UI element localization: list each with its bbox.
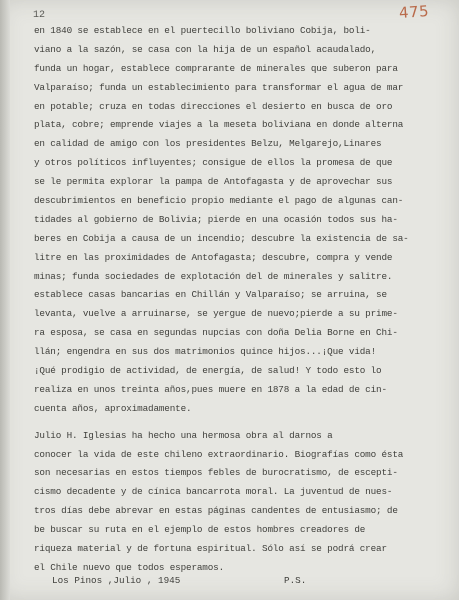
page-number: 12 bbox=[33, 10, 46, 21]
text-line: el Chile nuevo que todos esperamos. bbox=[34, 561, 225, 573]
text-line: funda un hogar, establece comprarante de minerales que suberon para bbox=[34, 62, 398, 74]
text-line: conocer la vida de este chileno extraordinario. Biografías como ésta bbox=[34, 448, 404, 460]
text-line: ¡Qué prodigio de actividad, de energía, de salud! Y todo esto lo bbox=[34, 365, 382, 377]
text-line: llán; engendra en sus dos matrimonios quince hijos...¡Que vida! bbox=[34, 346, 377, 358]
paragraph-gap bbox=[34, 419, 450, 427]
text-line: minas; funda sociedades de explotación del de minerales y salitre. bbox=[34, 270, 393, 282]
text-line: tros días debe abrevar en estas páginas candentes de entusiasmo; de bbox=[34, 505, 398, 517]
text-line: riqueza material y de fortuna espiritual. Sólo así se podrá crear bbox=[34, 543, 387, 555]
place-date: Los Pinos ,Julio , 1945 bbox=[52, 575, 181, 586]
text-line: en calidad de amigo con los presidentes Belzu, Melgarejo,Linares bbox=[34, 138, 382, 150]
text-line: be buscar su ruta en el ejemplo de estos hombres creadores de bbox=[34, 524, 366, 536]
text-line: cuenta años, aproximadamente. bbox=[34, 402, 192, 414]
text-line: plata, cobre; emprende viajes a la meseta boliviana en donde alterna bbox=[34, 119, 404, 131]
text-line: Valparaíso; funda un establecimiento para transformar el agua de mar bbox=[34, 81, 404, 93]
text-line: son necesarias en estos tiempos febles de burocratismo, de escepti- bbox=[34, 467, 398, 479]
text-line: beres en Cobija a causa de un incendio; descubre la existencia de sa- bbox=[34, 232, 409, 244]
binding-edge bbox=[0, 0, 10, 600]
text-line: en potable; cruza en todas direcciones el desierto en busca de oro bbox=[34, 100, 393, 112]
text-line: cismo decadente y de cínica bancarrota moral. La juventud de nues- bbox=[34, 486, 393, 498]
author-initials: P.S. bbox=[284, 575, 307, 586]
archive-stamp: 475 bbox=[398, 1, 430, 23]
text-line: tidades al gobierno de Bolivia; pierde en una ocasión todos sus ha- bbox=[34, 213, 398, 225]
text-line: y otros políticos influyentes; consigue de ellos la promesa de que bbox=[34, 157, 393, 169]
text-line: realiza en unos treinta años,pues muere en 1878 a la edad de cin- bbox=[34, 383, 387, 395]
text-line: levanta, vuelve a arruinarse, se yergue de nuevo;pierde a su prime- bbox=[34, 308, 398, 320]
body-text bbox=[34, 22, 450, 578]
text-line: ra esposa, se casa en segundas nupcias con doña Delia Borne en Chi- bbox=[34, 327, 398, 339]
text-line: descubrimientos en beneficio propio mediante el pago de algunas can- bbox=[34, 195, 404, 207]
text-line: se le permita explorar la pampa de Antofagasta y de aprovechar sus bbox=[34, 176, 393, 188]
text-line: en 1840 se establece en el puertecillo boliviano Cobija, boli- bbox=[34, 25, 371, 36]
text-line: Julio H. Iglesias ha hecho una hermosa obra al darnos a bbox=[34, 429, 333, 441]
text-line: litre en las proximidades de Antofagasta; descubre, compra y vende bbox=[34, 251, 393, 263]
text-line: viano a la sazón, se casa con la hija de un español acaudalado, bbox=[34, 43, 377, 55]
text-line: establece casas bancarias en Chillán y Valparaíso; se arruina, se bbox=[34, 289, 387, 301]
